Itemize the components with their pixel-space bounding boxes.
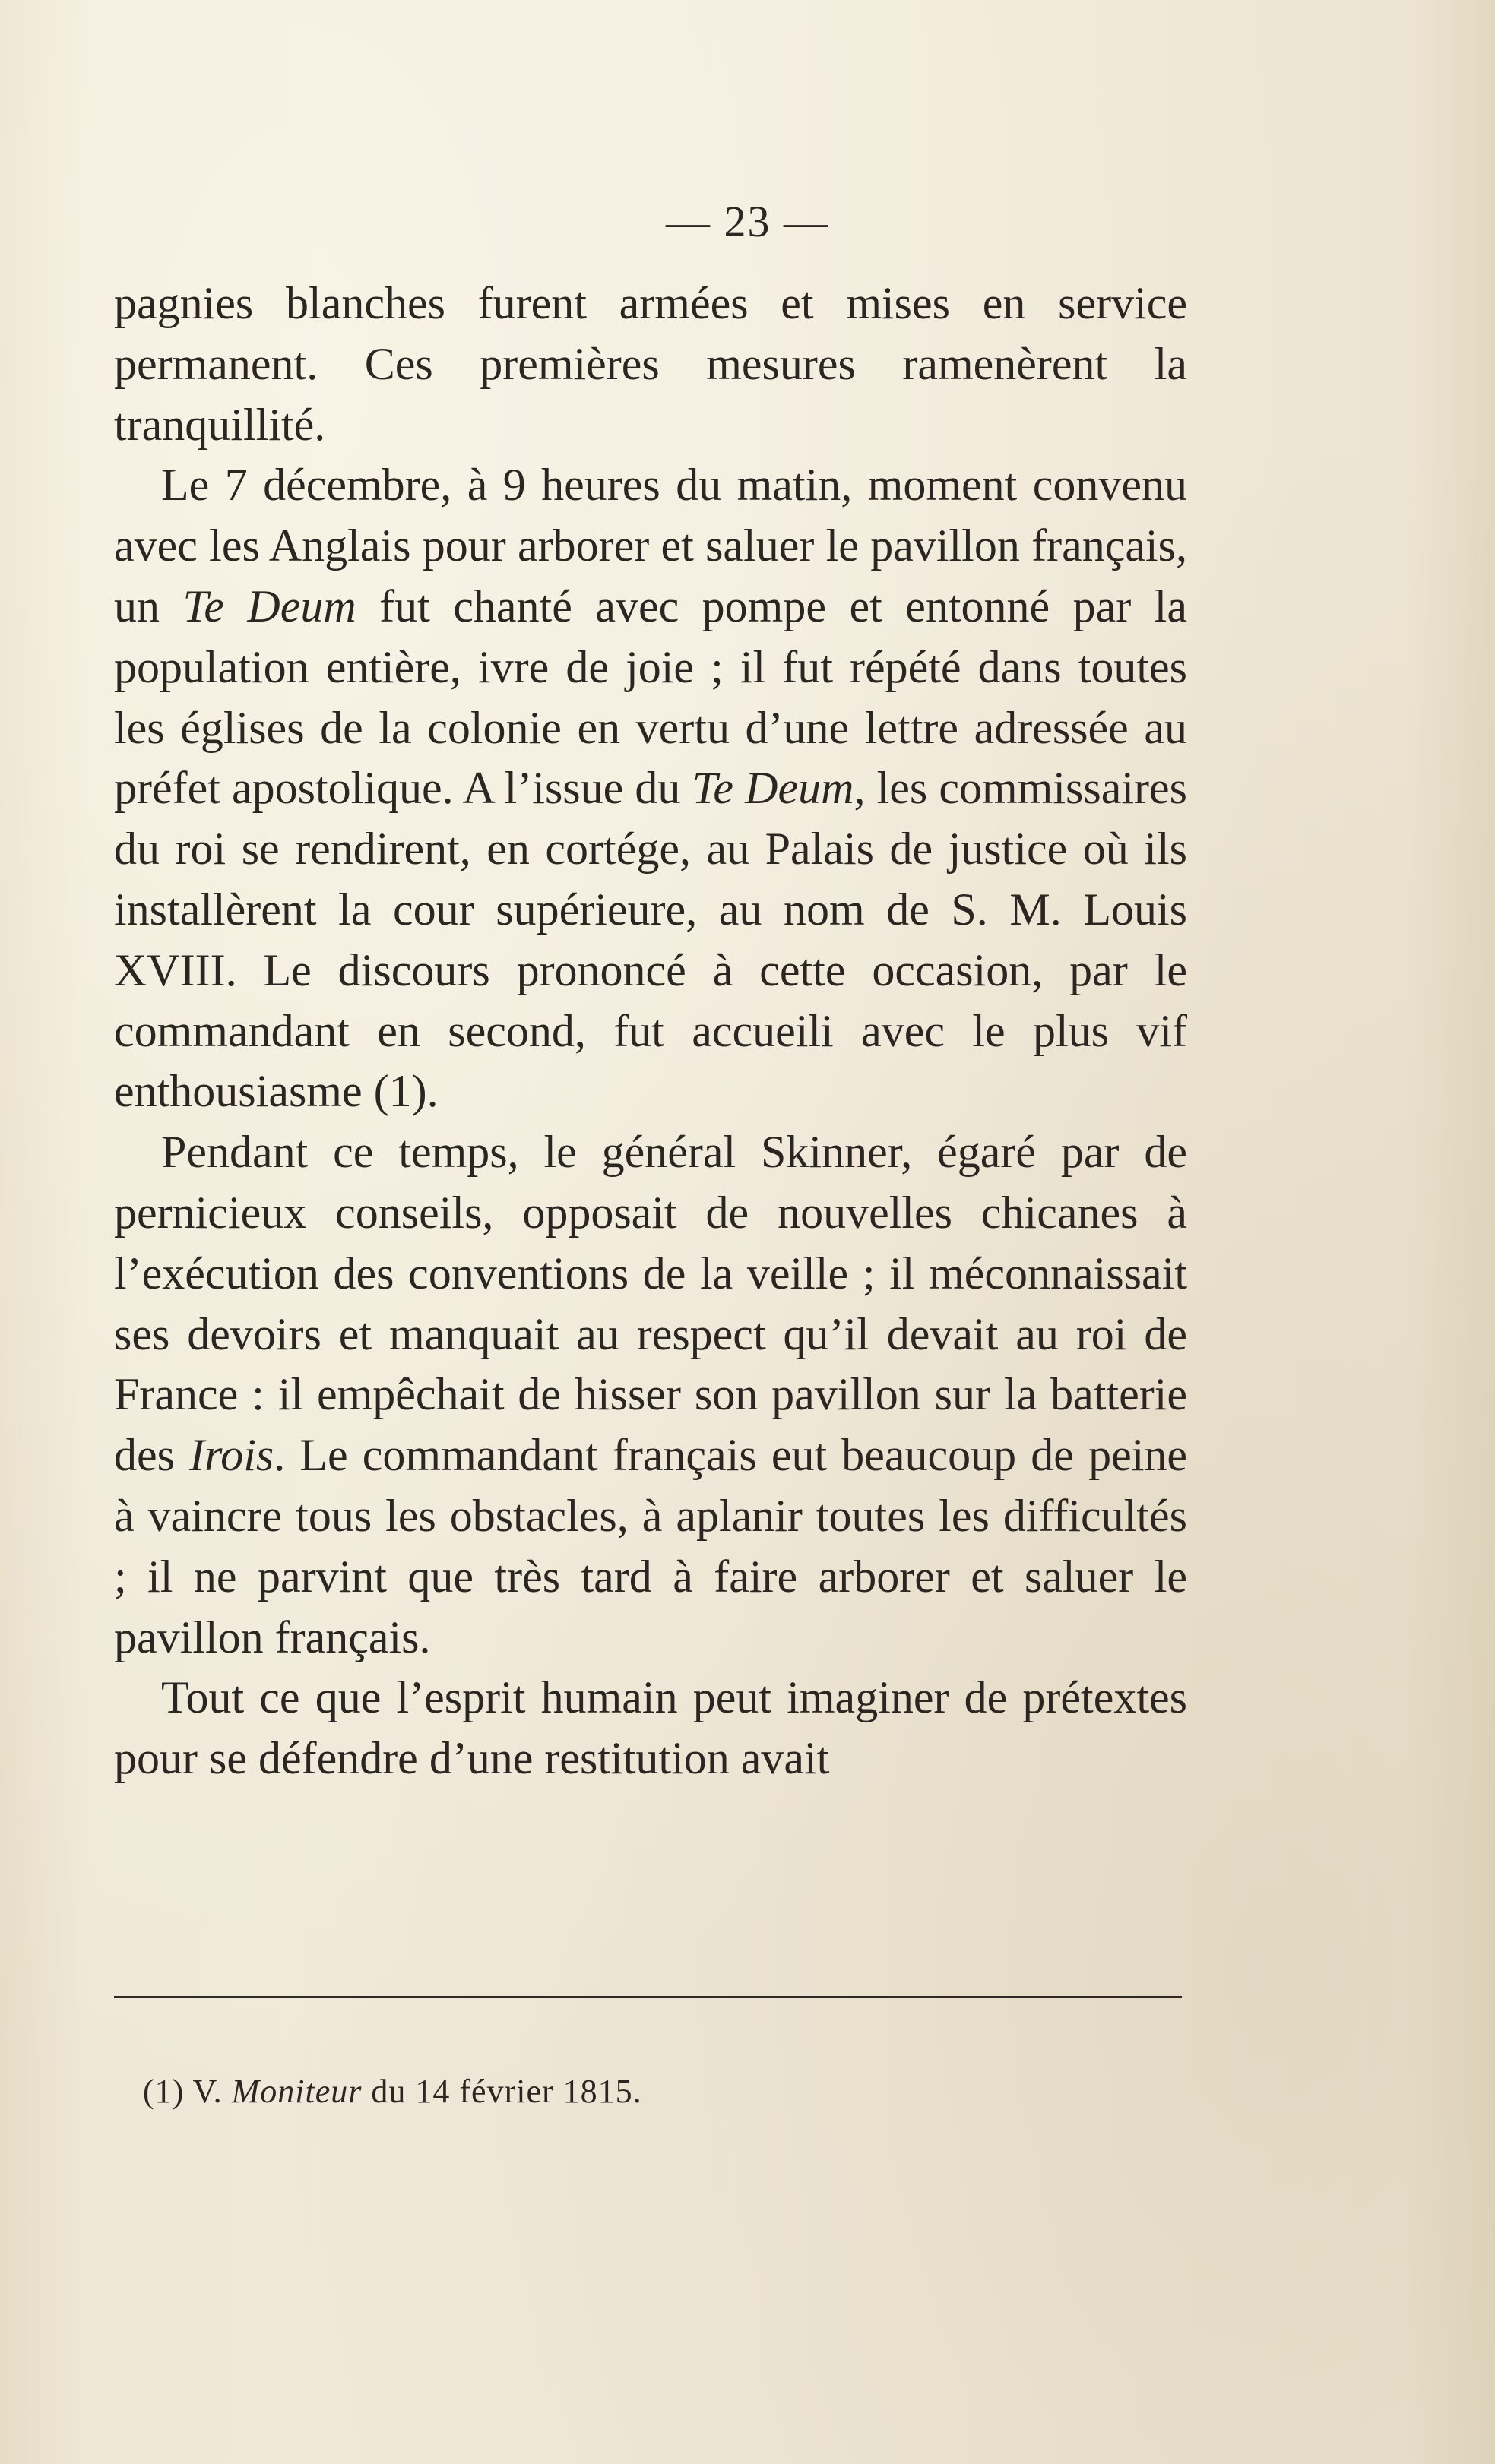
text-run: . Le commandant français eut beaucoup de peine à vaincre tous les obstacles, à aplanir toutes les difficultés ; il ne parvint que très tard à faire arborer et saluer le pavillon français. bbox=[114, 1430, 1188, 1662]
paragraph bbox=[114, 455, 1187, 1122]
page-number: — 23 — bbox=[666, 197, 829, 246]
footnote bbox=[143, 2070, 642, 2113]
italic-run: Irois bbox=[189, 1430, 274, 1481]
body-text bbox=[114, 274, 1187, 1789]
text-run: Le 7 décembre, à 9 heures du matin, moment convenu avec les Anglais pour arborer et saluer le pavillon français, un bbox=[114, 460, 1187, 631]
footnote-divider bbox=[114, 1996, 1182, 1998]
text-run: pagnies blanches furent armées et mises en service permanent. Ces premières mesures ramenèrent la tranquillité. bbox=[114, 278, 1187, 450]
paragraph bbox=[114, 1122, 1187, 1668]
footnote-source: Moniteur bbox=[231, 2073, 363, 2110]
footnote-marker: (1) V. bbox=[143, 2073, 223, 2110]
text-run: Tout ce que l’esprit humain peut imaginer de prétextes pour se défendre d’une restitution avait bbox=[114, 1672, 1187, 1784]
italic-run: Te Deum bbox=[692, 763, 854, 814]
footnote-text: du 14 février 1815. bbox=[371, 2073, 642, 2110]
text-run: fut chanté avec pompe et entonné par la population entière, ivre de joie ; il fut répété dans toutes les églises de la colonie en vertu d’une lettre adressée au préfet apostolique. A l’issue du bbox=[114, 580, 1187, 814]
paragraph bbox=[114, 1668, 1187, 1789]
text-run: , les commissaires du roi se rendirent, en cortége, au Palais de justice où ils installèrent la cour supérieure, au nom de S. M. Louis XVIII. Le discours prononcé à cette occasion, par le commandant en second, fut accueili avec le plus vif enthousiasme (1). bbox=[114, 763, 1187, 1117]
text-run: Pendant ce temps, le général Skinner, égaré par de pernicieux conseils, opposait de nouvelles chicanes à l’exécution des conventions de la veille ; il méconnaissait ses devoirs et manquait au respect qu’il devait au roi de France : il empêchait de hisser son pavillon sur la batterie des bbox=[114, 1127, 1187, 1481]
paragraph bbox=[114, 274, 1187, 455]
italic-run: Te Deum bbox=[182, 580, 356, 631]
